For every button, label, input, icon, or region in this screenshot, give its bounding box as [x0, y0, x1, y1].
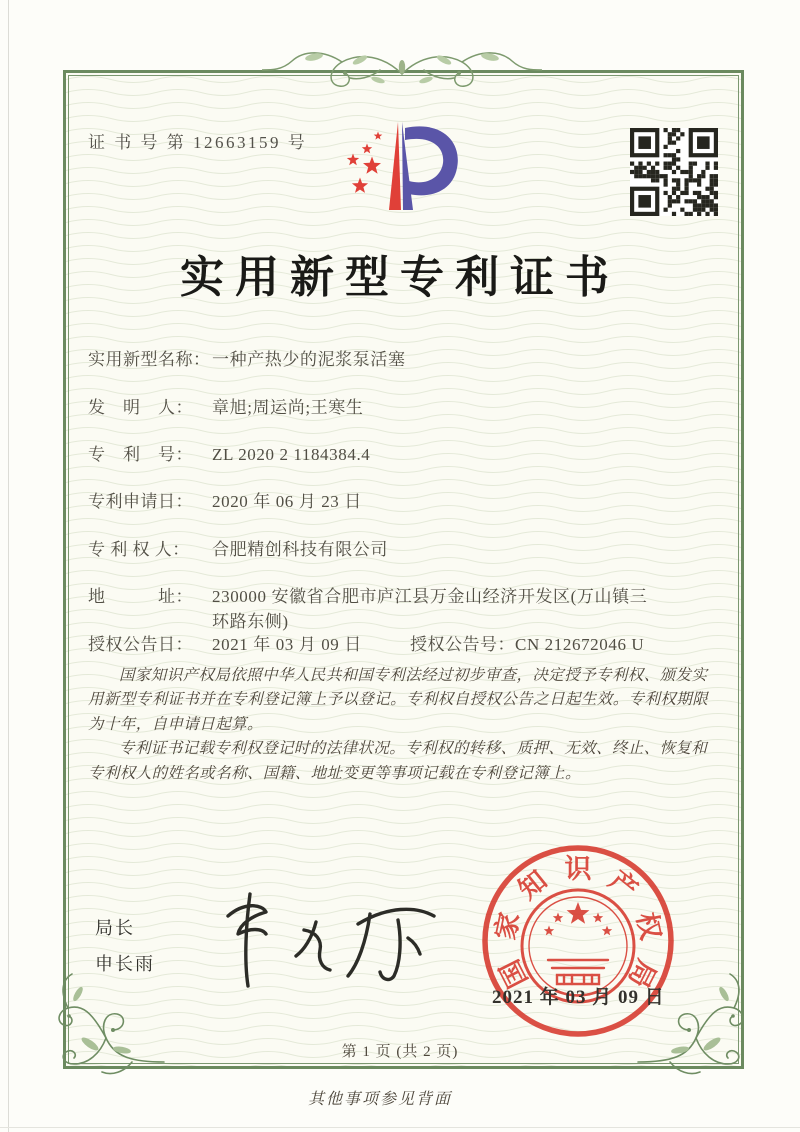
- certificate-title: 实用新型专利证书: [180, 253, 620, 302]
- legal-paragraph: 国家知识产权局依照中华人民共和国专利法经过初步审查，决定授予专利权、颁发实用新型专利证书并在专利登记簿上予以登记。专利权自授权公告之日起生效。专利权期限为十年，自申请日起算。: [88, 667, 709, 733]
- official-seal: [478, 842, 678, 1042]
- field-value: 合肥精创科技有限公司: [212, 540, 388, 559]
- field-label: 实用新型名称：: [88, 350, 211, 369]
- legal-paragraph: 专利证书记载专利权登记时的法律状况。专利权的转移、质押、无效、终止、恢复和专利权人的姓名或名称、国籍、地址变更等事项记载在专利登记簿上。: [88, 740, 708, 782]
- field-row-patent-number: [88, 443, 728, 468]
- seal-char: 家: [490, 909, 526, 943]
- field-row-address: [88, 585, 728, 634]
- scan-edge: [8, 0, 9, 1132]
- seal-graphic: [478, 842, 678, 1042]
- cnipa-logo-icon: [338, 114, 470, 218]
- qr-code: [630, 128, 718, 216]
- field-row-filing-date: [88, 490, 728, 515]
- field-row-grant: [88, 633, 728, 658]
- field-label: 地 址：: [88, 587, 193, 606]
- field-label: 专 利 号：: [88, 445, 193, 464]
- director-name: 申长雨: [95, 954, 155, 974]
- field-label: 专 利 权 人：: [88, 540, 190, 559]
- certificate-number: 证 书 号 第 12663159 号: [88, 133, 308, 152]
- seal-date: 2021 年 03 月 09 日: [492, 987, 665, 1008]
- field-row-inventor: [88, 396, 728, 421]
- field-value: 2021 年 03 月 09 日: [212, 635, 362, 654]
- field-label: 授权公告日：: [88, 635, 193, 654]
- seal-char: 国: [494, 954, 534, 993]
- field-row-patentee: [88, 538, 728, 563]
- field-value: CN 212672046 U: [515, 635, 645, 654]
- field-row-name: [88, 348, 728, 373]
- corner-flourish-icon: [44, 972, 166, 1080]
- field-value: 一种产热少的泥浆泵活塞: [212, 350, 406, 369]
- signature-handwriting: [212, 880, 442, 998]
- scan-edge: [0, 1127, 800, 1128]
- seal-char: 识: [564, 854, 592, 884]
- seal-char: 知: [512, 864, 553, 906]
- top-ornament-icon: [262, 40, 542, 102]
- seal-char: 局: [622, 954, 662, 993]
- field-label: 发 明 人：: [88, 398, 193, 417]
- seal-char: 产: [603, 864, 644, 906]
- legal-text: [88, 664, 720, 786]
- field-value: 章旭;周运尚;王寒生: [212, 398, 364, 417]
- field-value: 230000 安徽省合肥市庐江县万金山经济开发区(万山镇三环路东侧): [212, 587, 648, 631]
- field-value: 2020 年 06 月 23 日: [212, 492, 362, 511]
- back-side-note: 其他事项参见背面: [307, 1091, 452, 1108]
- seal-char: 权: [630, 909, 666, 943]
- director-title: 局长: [95, 918, 135, 938]
- page-number: 第 1 页 (共 2 页): [341, 1044, 459, 1060]
- field-value: ZL 2020 2 1184384.4: [212, 445, 371, 464]
- field-label: 授权公告号：: [410, 635, 515, 654]
- field-label: 专利申请日：: [88, 492, 193, 511]
